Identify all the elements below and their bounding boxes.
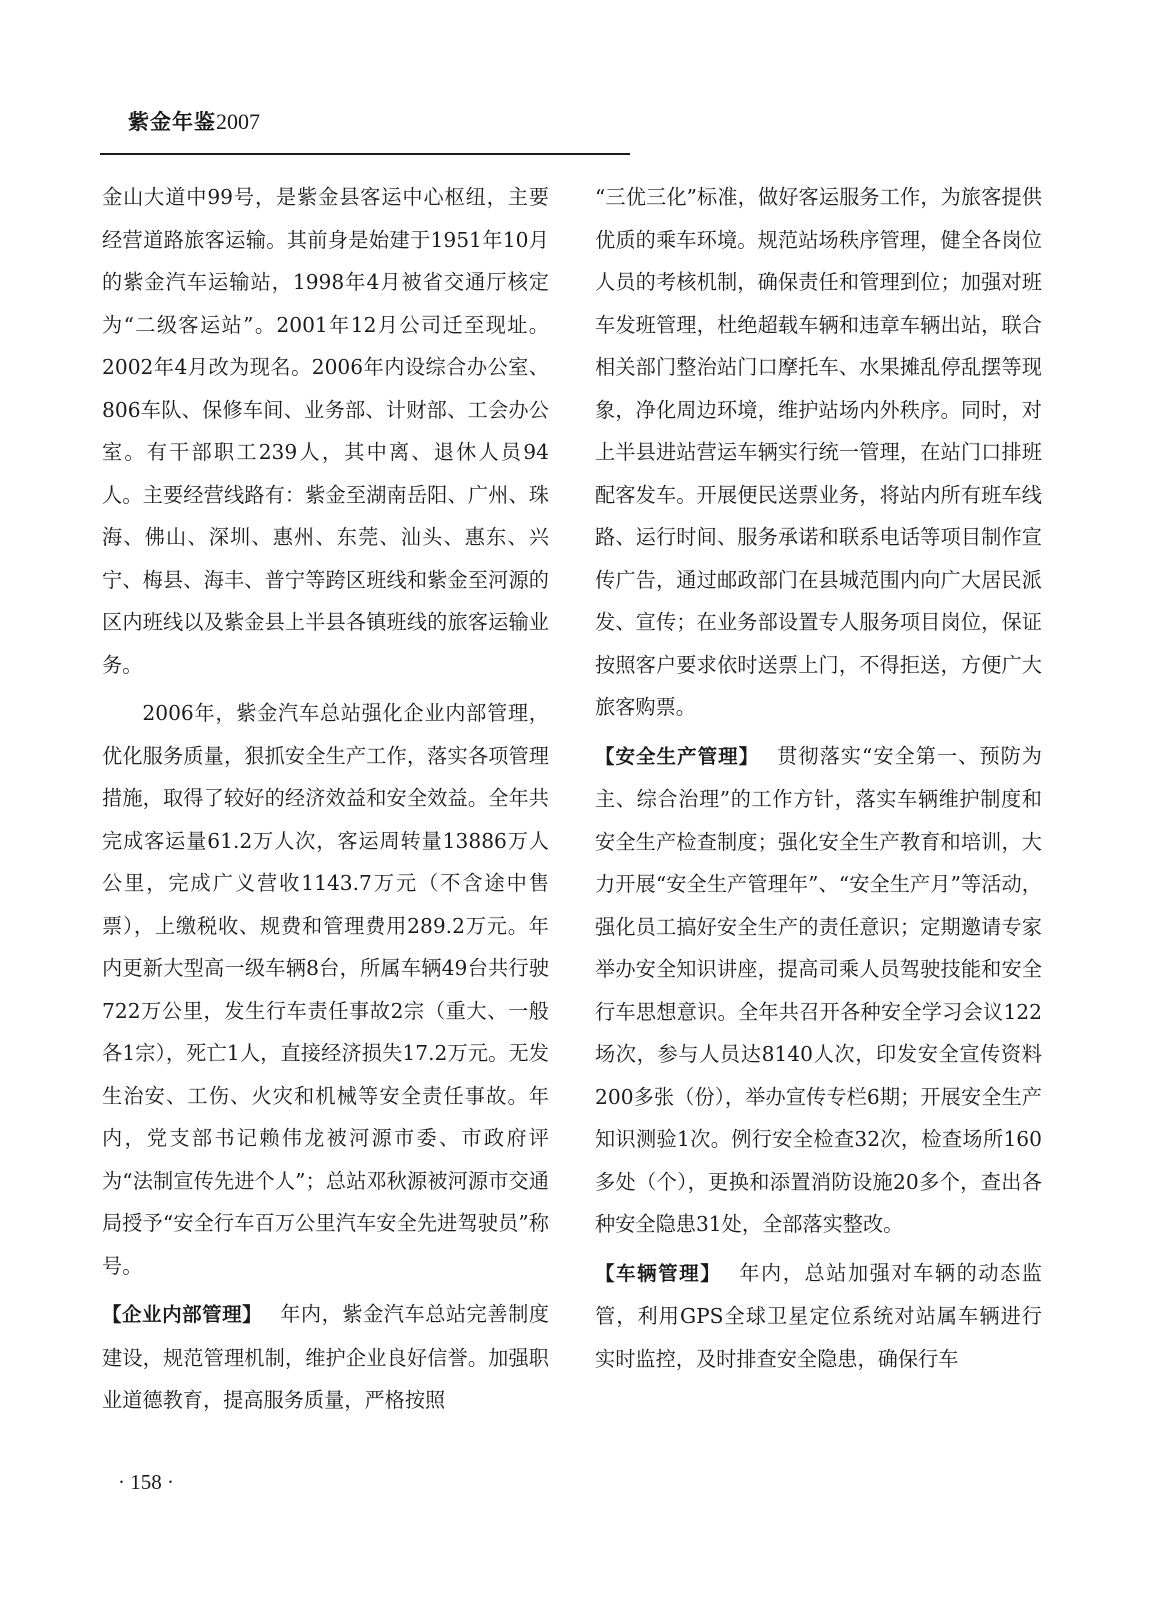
section-heading: 【企业内部管理】 (102, 1303, 263, 1326)
section-text: 贯彻落实“安全第一、预防为主、综合治理”的工作方针，落实车辆维护制度和安全生产检查制度；强化安全生产教育和培训，大力开展“安全生产管理年”、“安全生产月”等活动，强化员工搞好安全生产的责任意识；定期邀请专家举办安全知识讲座，提高司乘人员驾驶技能和安全行车思想意识。全年共召开各种安全学习会议122场次，参与人员达8140人次，印发安全宣传资料200多张（份），举办宣传专栏6期；开展安全生产知识测验1次。例行安全检查32次，检查场所160多处（个），更换和添置消防设施20多个，查出各种安全隐患31处，全部落实整改。 (595, 743, 1042, 1236)
left-column (102, 176, 549, 1428)
paragraph-service-continuation: “三优三化”标准，做好客运服务工作，为旅客提供优质的乘车环境。规范站场秩序管理，健全各岗位人员的考核机制，确保责任和管理到位；加强对班车发班管理，杜绝超载车辆和违章车辆出站，联合相关部门整治站门口摩托车、水果摊乱停乱摆等现象，净化周边环境，维护站场内外秩序。同时，对上半县进站营运车辆实行统一管理，在站门口排班配客发车。开展便民送票业务，将站内所有班车线路、运行时间、服务承诺和联系电话等项目制作宣传广告，通过邮政部门在县城范围内向广大居民派发、宣传；在业务部设置专人服务项目岗位，保证按照客户要求依时送票上门，不得拒送，方便广大旅客购票。 (595, 185, 1042, 719)
section-text: 年内，总站加强对车辆的动态监管，利用GPS全球卫星定位系统对站属车辆进行实时监控，及时排查安全隐患，确保行车 (595, 1260, 1042, 1371)
paragraph-annual-summary: 2006年，紫金汽车总站强化企业内部管理，优化服务质量，狠抓安全生产工作，落实各项管理措施，取得了较好的经济效益和安全效益。全年共完成客运量61.2万人次，客运周转量13886万人公里，完成广义营收1143.7万元（不含途中售票），上缴税收、规费和管理费用289.2万元。年内更新大型高一级车辆8台，所属车辆49台共行驶722万公里，发生行车责任事故2宗（重大、一般各1宗），死亡1人，直接经济损失17.2万元。无发生治安、工伤、火灾和机械等安全责任事故。年内，党支部书记赖伟龙被河源市委、市政府评为“法制宣传先进个人”；总站邓秋源被河源市交通局授予“安全行车百万公里汽车安全先进驾驶员”称号。 (102, 701, 549, 1278)
yearbook-year: 2007 (216, 109, 260, 134)
section-text: 年内，紫金汽车总站完善制度建设，规范管理机制，维护企业良好信誉。加强职业道德教育，提高服务质量，严格按照 (102, 1302, 549, 1412)
section-internal-management (102, 1293, 549, 1422)
section-safety-management (595, 735, 1042, 1246)
right-column (595, 176, 1042, 1386)
yearbook-title: 紫金年鉴 (128, 110, 216, 134)
paragraph-station-overview: 金山大道中99号，是紫金县客运中心枢纽，主要经营道路旅客运输。其前身是始建于1951年10月的紫金汽车运输站，1998年4月被省交通厅核定为“二级客运站”。2001年12月公司迁至现址。2002年4月改为现名。2006年内设综合办公室、806车队、保修车间、业务部、计财部、工会办公室。有干部职工239人，其中离、退休人员94人。主要经营线路有：紫金至湖南岳阳、广州、珠海、佛山、深圳、惠州、东莞、汕头、惠东、兴宁、梅县、海丰、普宁等跨区班线和紫金至河源的区内班线以及紫金县上半县各镇班线的旅客运输业务。 (102, 185, 549, 677)
section-heading: 【车辆管理】 (595, 1261, 722, 1285)
header-rule (100, 153, 630, 155)
section-heading: 【安全生产管理】 (595, 744, 760, 768)
running-head (128, 106, 260, 136)
page-number: · 158 · (118, 1470, 174, 1494)
section-vehicle-management (595, 1252, 1042, 1381)
